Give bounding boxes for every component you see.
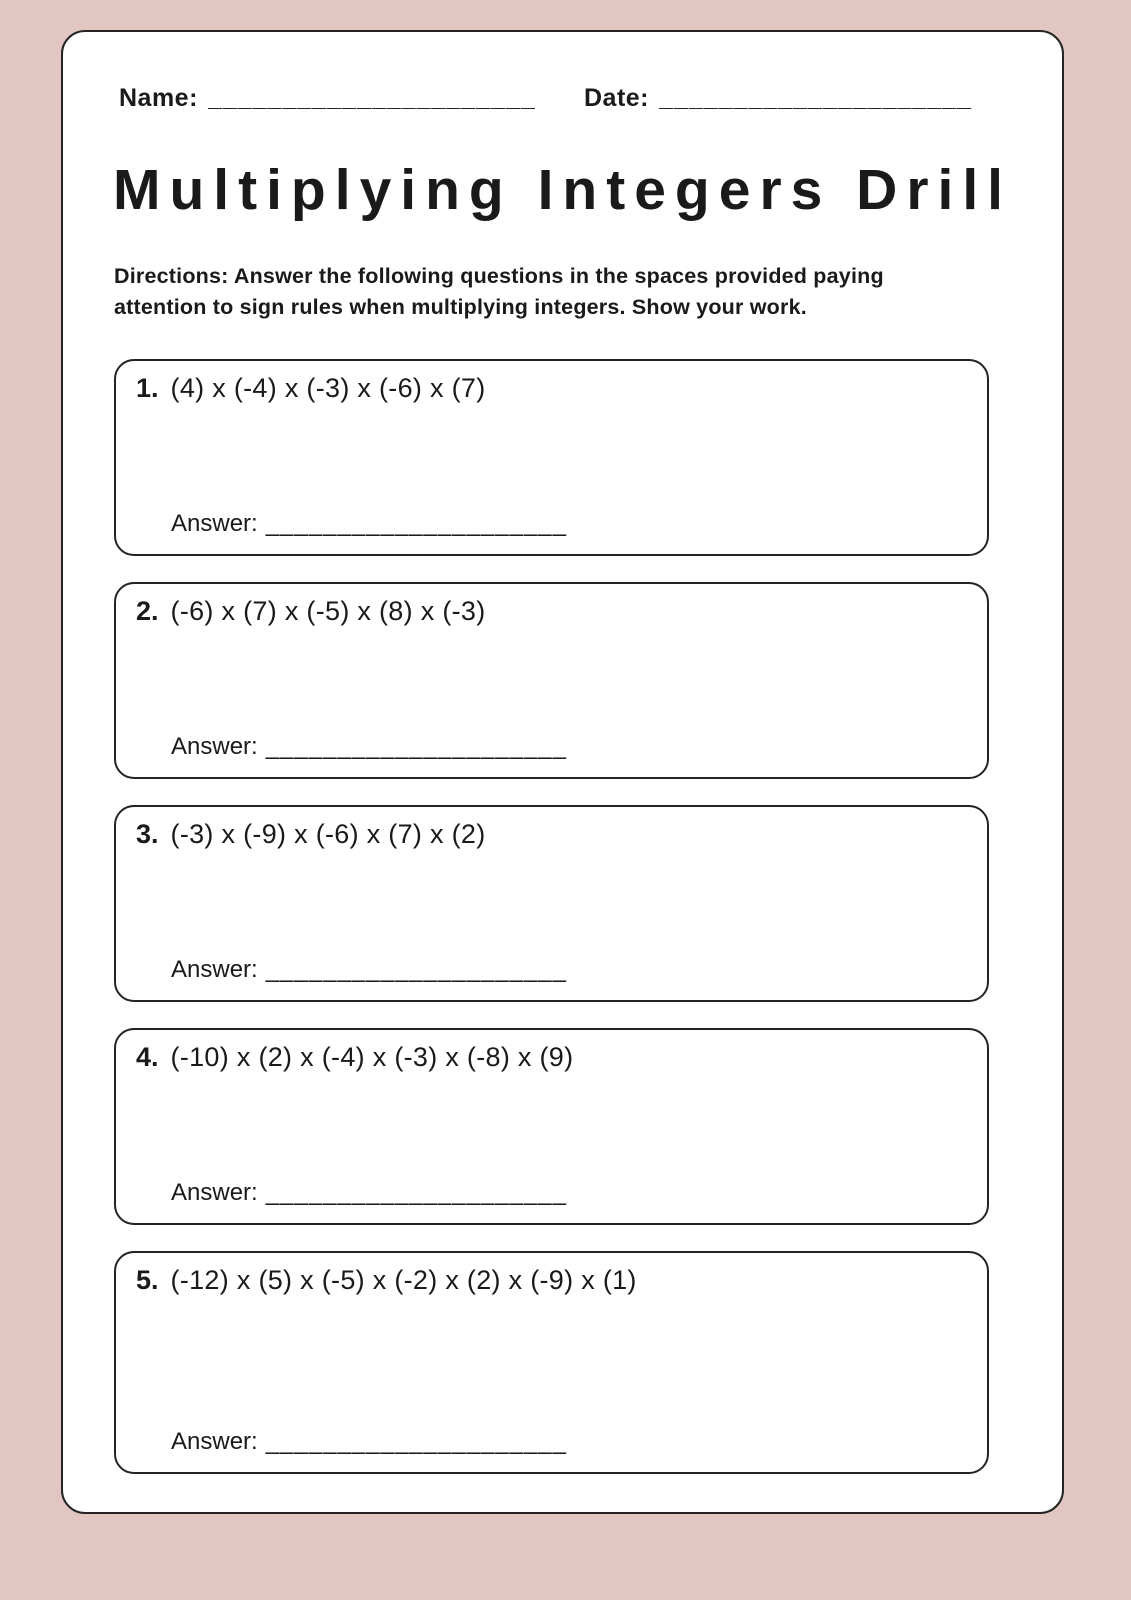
question-box-3: [114, 805, 989, 1002]
question-expression: (4) x (-4) x (-3) x (-6) x (7): [170, 373, 486, 404]
answer-row: [171, 510, 567, 538]
answer-row: [171, 733, 567, 761]
answer-label: Answer:: [171, 1428, 258, 1456]
answer-label: Answer:: [171, 510, 258, 538]
date-field: [584, 84, 972, 113]
answer-row: [171, 1179, 567, 1207]
question-number: 1.: [136, 373, 159, 404]
question-3: [136, 819, 967, 850]
name-blank-line: ______________________: [207, 84, 536, 112]
name-label: Name:: [119, 84, 198, 112]
answer-blank-line: _____________________: [265, 733, 568, 761]
question-expression: (-6) x (7) x (-5) x (8) x (-3): [170, 596, 486, 627]
question-box-2: [114, 582, 989, 779]
question-number: 5.: [136, 1265, 159, 1296]
page-title: Multiplying Integers Drill: [112, 158, 1013, 222]
answer-blank-line: _____________________: [265, 1428, 568, 1456]
directions-text: Directions: Answer the following questions in the spaces provided paying attention to sign rules when multiplying integers. Show your work.: [114, 264, 884, 320]
question-expression: (-10) x (2) x (-4) x (-3) x (-8) x (9): [170, 1042, 574, 1073]
question-expression: (-12) x (5) x (-5) x (-2) x (2) x (-9) x (1): [170, 1265, 637, 1296]
answer-row: [171, 956, 567, 984]
question-box-1: [114, 359, 989, 556]
question-box-5: [114, 1251, 989, 1474]
question-5: [136, 1265, 967, 1296]
date-blank-line: _____________________: [659, 84, 972, 112]
question-4: [136, 1042, 967, 1073]
answer-label: Answer:: [171, 956, 258, 984]
question-number: 3.: [136, 819, 159, 850]
question-box-4: [114, 1028, 989, 1225]
question-1: [136, 373, 967, 404]
answer-label: Answer:: [171, 733, 258, 761]
answer-label: Answer:: [171, 1179, 258, 1207]
date-label: Date:: [584, 84, 650, 112]
question-expression: (-3) x (-9) x (-6) x (7) x (2): [170, 819, 486, 850]
answer-blank-line: _____________________: [265, 510, 568, 538]
question-list: [63, 359, 1062, 1474]
answer-blank-line: _____________________: [265, 956, 568, 984]
worksheet-page: [61, 30, 1064, 1514]
header: [63, 32, 1062, 113]
answer-row: [171, 1428, 567, 1456]
question-number: 4.: [136, 1042, 159, 1073]
question-number: 2.: [136, 596, 159, 627]
name-field: [119, 84, 584, 113]
answer-blank-line: _____________________: [265, 1179, 568, 1207]
question-2: [136, 596, 967, 627]
